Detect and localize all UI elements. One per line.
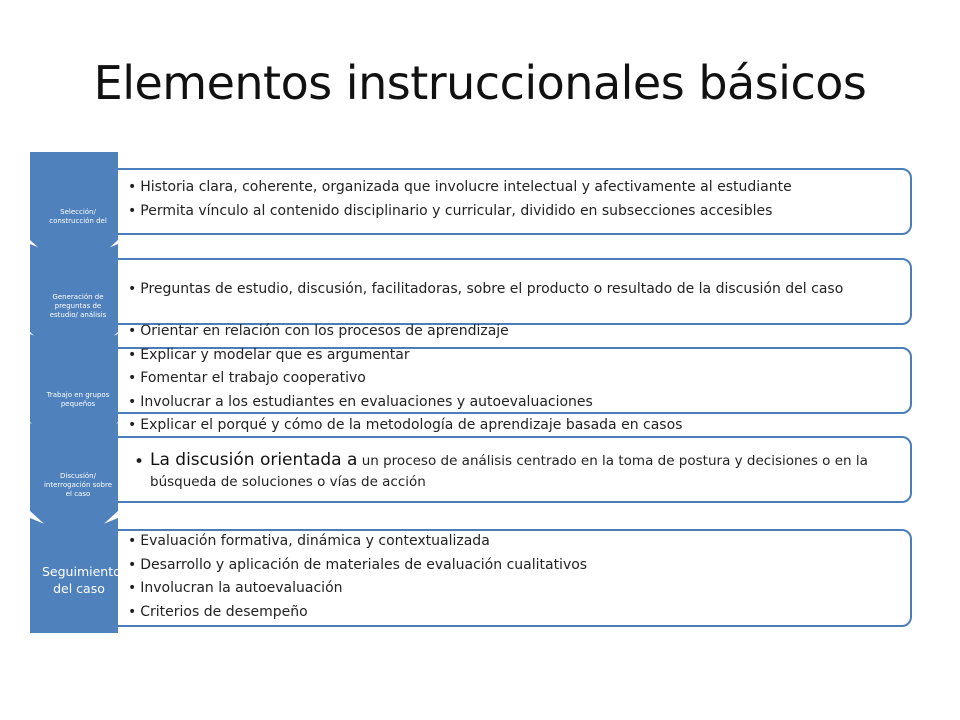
row-5-list (128, 530, 908, 624)
list-item: • Involucrar a los estudiantes en evaluaciones y autoevaluaciones (128, 391, 908, 415)
list-item: • Explicar el porqué y cómo de la metodología de aprendizaje basada en casos (128, 414, 908, 438)
row-1-list (128, 176, 908, 223)
list-item: • Preguntas de estudio, discusión, facilitadoras, sobre el producto o resultado de la discusión del caso (128, 278, 908, 302)
row-4-rest: un proceso de análisis centrado en la toma de postura y decisiones o en la búsqueda de soluciones o vías de acción (150, 453, 868, 490)
list-item: • Orientar en relación con los procesos de aprendizaje (128, 320, 908, 344)
row-2-list (128, 278, 908, 302)
row-3-label: Trabajo en grupos pequeños (46, 391, 110, 408)
slide-title: Elementos instruccionales básicos (93, 56, 867, 110)
row-2-label: Generación de preguntas de estudio/ análisis (49, 293, 107, 319)
row-5-label: Seguimiento del caso (42, 564, 121, 596)
row-4-text (134, 450, 904, 493)
row-1-label: Selección/ construcción del (49, 208, 107, 225)
bullet-icon: • (134, 452, 145, 472)
list-item: • Historia clara, coherente, organizada que involucre intelectual y afectivamente al estudiante (128, 176, 908, 200)
list-item: • Evaluación formativa, dinámica y contextualizada (128, 530, 908, 554)
list-item: • Permita vínculo al contenido disciplinario y curricular, dividido en subsecciones accesibles (128, 200, 908, 224)
list-item: • Involucran la autoevaluación (128, 577, 908, 601)
list-item: • Criterios de desempeño (128, 601, 908, 625)
list-item: • Explicar y modelar que es argumentar (128, 344, 908, 368)
row-4-lead: La discusión orientada a (150, 450, 358, 470)
row-4-label: Discusión/ interrogación sobre el caso (43, 472, 113, 498)
list-item: • Fomentar el trabajo cooperativo (128, 367, 908, 391)
row-3-list (128, 320, 908, 438)
list-item: • Desarrollo y aplicación de materiales de evaluación cualitativos (128, 554, 908, 578)
